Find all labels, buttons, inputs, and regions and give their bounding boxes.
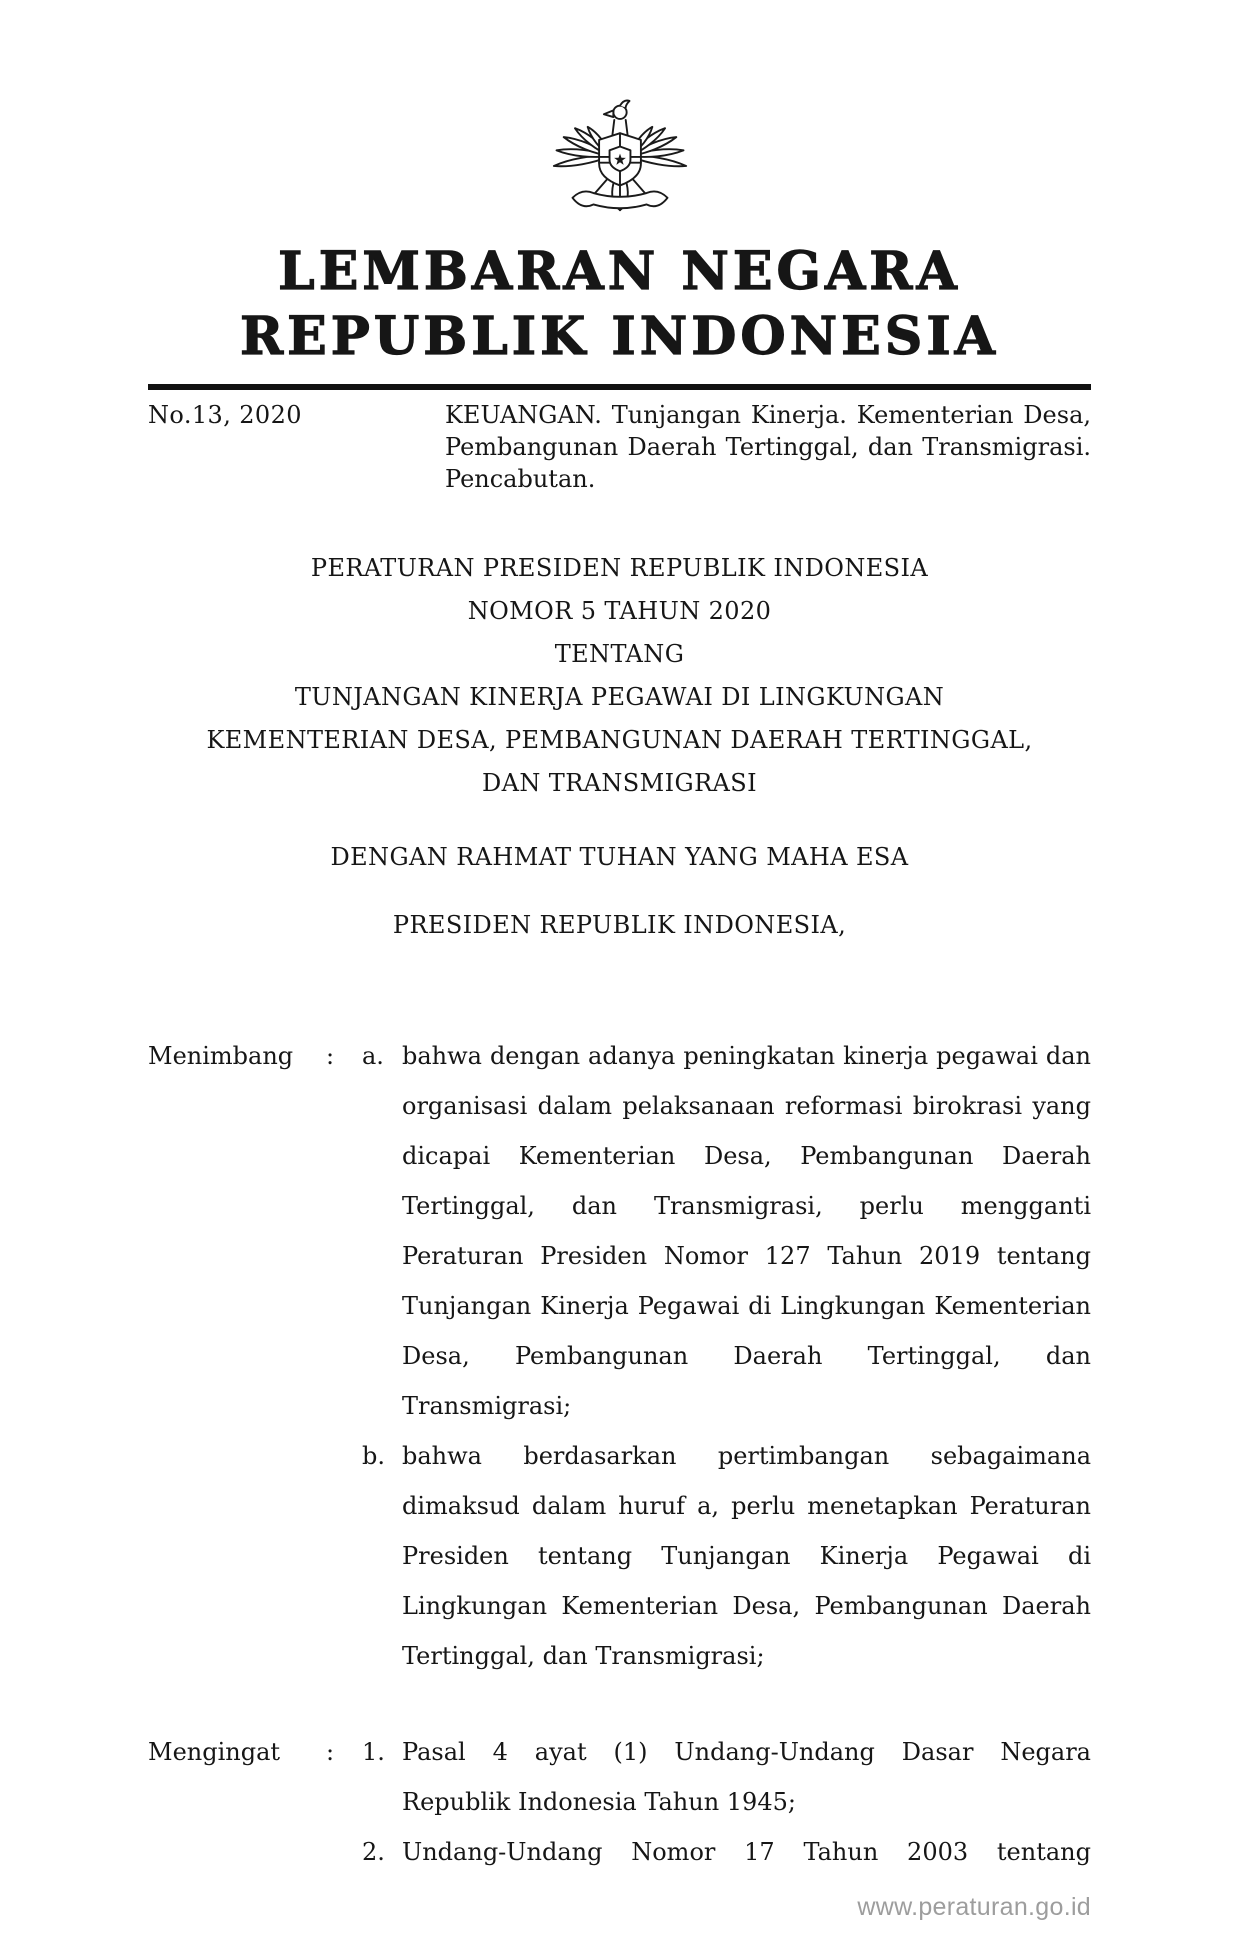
regulation-number-line: NOMOR 5 TAHUN 2020	[467, 596, 772, 625]
item-text: Pasal 4 ayat (1) Undang-Undang Dasar Negara Republik Indonesia Tahun 1945;	[402, 1737, 1091, 1816]
mengingat-colon: :	[326, 1737, 335, 1766]
item-marker: b.	[362, 1441, 385, 1470]
list-item	[362, 1431, 1091, 1681]
garuda-pancasila-emblem	[544, 80, 696, 223]
mengingat-clause	[148, 1727, 1091, 1877]
garuda-head	[603, 100, 629, 135]
mengingat-label: Mengingat	[148, 1737, 281, 1766]
pancasila-shield	[599, 133, 641, 185]
item-text: bahwa dengan adanya peningkatan kinerja pegawai dan organisasi dalam pelaksanaan reformasi birokrasi yang dicapai Kementerian Desa, Pembangunan Daerah Tertinggal, dan Transmigrasi, perlu mengganti Peraturan Presiden Nomor 127 Tahun 2019 tentang Tunjangan Kinerja Pegawai di Lingkungan Kementerian Desa, Pembangunan Daerah Tertinggal, dan Transmigrasi;	[402, 1041, 1091, 1420]
mengingat-items	[362, 1727, 1091, 1877]
regulation-title-line: PERATURAN PRESIDEN REPUBLIK INDONESIA	[310, 553, 929, 582]
regulation-subject-line: KEMENTERIAN DESA, PEMBANGUNAN DAERAH TERTINGGAL,	[206, 725, 1033, 754]
masthead-divider	[148, 384, 1091, 390]
gazette-title-line2: REPUBLIK INDONESIA	[239, 306, 1000, 368]
issuer-line: PRESIDEN REPUBLIK INDONESIA,	[392, 910, 847, 939]
gazette-header-row	[148, 399, 1091, 495]
item-text: bahwa berdasarkan pertimbangan sebagaimana dimaksud dalam huruf a, perlu menetapkan Peraturan Presiden tentang Tunjangan Kinerja Pegawai di Lingkungan Kementerian Desa, Pembangunan Daerah Tertinggal, dan Transmigrasi;	[402, 1441, 1091, 1670]
regulation-subject-line: TUNJANGAN KINERJA PEGAWAI DI LINGKUNGAN	[294, 682, 945, 711]
gazette-subject: KEUANGAN. Tunjangan Kinerja. Kementerian Desa, Pembangunan Daerah Tertinggal, dan Transmigrasi. Pencabutan.	[445, 400, 1091, 493]
list-item	[362, 1031, 1091, 1431]
regulation-title	[148, 547, 1091, 805]
menimbang-clause	[148, 1031, 1091, 1681]
list-item	[362, 1827, 1091, 1877]
item-marker: 2.	[362, 1837, 385, 1866]
list-item	[362, 1727, 1091, 1827]
item-marker: 1.	[362, 1737, 385, 1766]
garuda-pancasila-icon	[544, 80, 696, 223]
item-text: Undang-Undang Nomor 17 Tahun 2003 tentang	[402, 1837, 1091, 1866]
gazette-title-line1: LEMBARAN NEGARA	[278, 240, 961, 302]
regulation-tentang-line: TENTANG	[554, 639, 685, 668]
source-watermark: www.peraturan.go.id	[857, 1893, 1091, 1921]
gazette-masthead	[148, 239, 1091, 370]
gazette-number: No.13, 2020	[148, 400, 302, 429]
menimbang-items	[362, 1031, 1091, 1681]
item-marker: a.	[362, 1041, 384, 1070]
menimbang-label: Menimbang	[148, 1041, 294, 1070]
invocation-line: DENGAN RAHMAT TUHAN YANG MAHA ESA	[330, 842, 909, 871]
regulation-subject-line: DAN TRANSMIGRASI	[481, 768, 757, 797]
menimbang-colon: :	[326, 1041, 335, 1070]
